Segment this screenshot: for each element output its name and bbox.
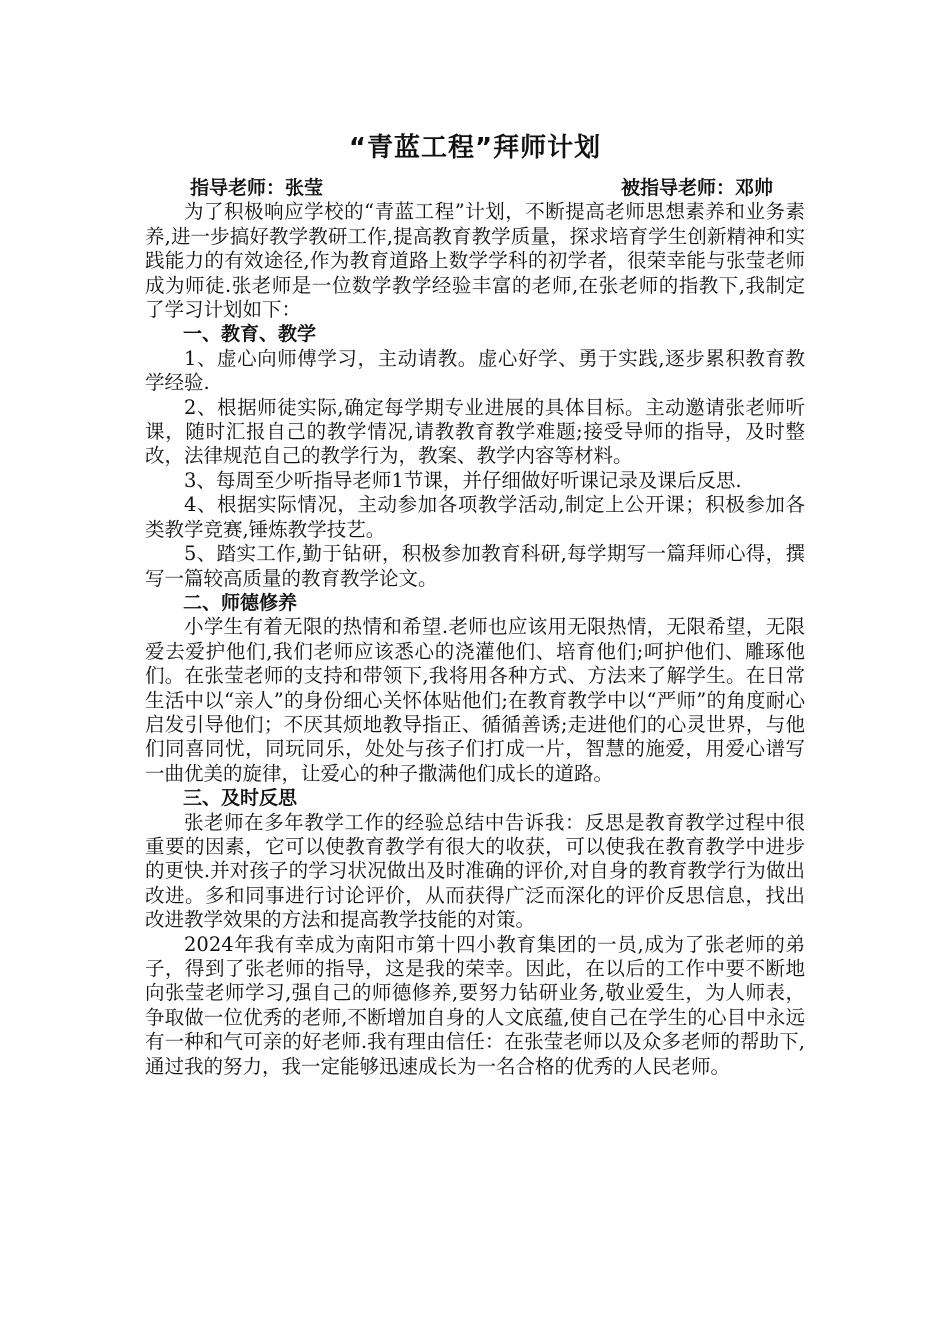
section-heading-teaching: 一、教育、教学 bbox=[183, 323, 317, 346]
list-item: 4、根据实际情况，主动参加各项教学活动,制定上公开课；积极参加各类教学竞赛,锤炼教学技艺。 bbox=[145, 493, 805, 541]
document-title: “青蓝工程”拜师计划 bbox=[348, 133, 602, 163]
list-item: 2、根据师徒实际,确定每学期专业进展的具体目标。主动邀请张老师听课，随时汇报自己的教学情况,请教教育教学难题;接受导师的指导，及时整改，法律规范自己的教学行为，教案、教学内容等材料。 bbox=[145, 395, 805, 468]
reflection-paragraph: 张老师在多年教学工作的经验总结中告诉我：反思是教育教学过程中很重要的因素，它可以使教育教学有很大的收获，可以使我在教育教学中进步的更快.并对孩子的学习状况做出及时准确的评价,对自身的教育教学行为做出改进。多和同事进行讨论评价，从而获得广泛而深化的评价反思信息，找出改进教学效果的方法和提高教学技能的对策。 bbox=[145, 810, 805, 932]
mentee-label: 被指导老师：邓帅 bbox=[620, 177, 773, 199]
list-item: 3、每周至少听指导老师1节课，并仔细做好听课记录及课后反思. bbox=[184, 468, 742, 492]
teacher-line bbox=[145, 176, 805, 200]
closing-paragraph: 2024年我有幸成为南阳市第十四小教育集团的一员,成为了张老师的弟子，得到了张老师的指导，这是我的荣幸。因此，在以后的工作中要不断地向张莹老师学习,强自己的师德修养,要努力钻研业务,敬业爱生，为人师表，争取做一位优秀的老师,不断增加自身的人文底蕴,使自己在学生的心目中永远有一种和气可亲的好老师.我有理由信任：在张莹老师以及众多老师的帮助下,通过我的努力，我一定能够迅速成长为一名合格的优秀的人民老师。 bbox=[145, 932, 805, 1078]
list-item: 5、踏实工作,勤于钻研，积极参加教育科研,每学期写一篇拜师心得，撰写一篇较高质量的教育教学论文。 bbox=[145, 542, 805, 590]
intro-paragraph: 为了积极响应学校的“青蓝工程”计划，不断提高老师思想素养和业务素养,进一步搞好教学教研工作,提高教育教学质量，探求培育学生创新精神和实践能力的有效途径,作为教育道路上数学学科的初学者，很荣幸能与张莹老师成为师徒.张老师是一位数学教学经验丰富的老师,在张老师的指教下,我制定了学习计划如下： bbox=[145, 200, 805, 322]
section-heading-reflection: 三、及时反思 bbox=[183, 787, 298, 810]
section-heading-ethics: 二、师德修养 bbox=[183, 591, 298, 614]
ethics-paragraph: 小学生有着无限的热情和希望.老师也应该用无限热情，无限希望，无限爱去爱护他们,我们老师应该悉心的浇灌他们、培育他们;呵护他们、雕琢他们。在张莹老师的支持和带领下,我将用各种方式、方法来了解学生。在日常生活中以“亲人”的身份细心关怀体贴他们;在教育教学中以“严师”的角度耐心启发引导他们；不厌其烦地教导指正、循循善诱;走进他们的心灵世界，与他们同喜同忧，同玩同乐，处处与孩子们打成一片，智慧的施爱，用爱心谱写一曲优美的旋律，让爱心的种子撒满他们成长的道路。 bbox=[145, 615, 805, 785]
mentor-label: 指导老师：张莹 bbox=[190, 177, 324, 199]
list-item: 1、虚心向师傅学习，主动请教。虚心好学、勇于实践,逐步累积教育教学经验. bbox=[145, 346, 805, 395]
document-page bbox=[145, 128, 805, 1079]
